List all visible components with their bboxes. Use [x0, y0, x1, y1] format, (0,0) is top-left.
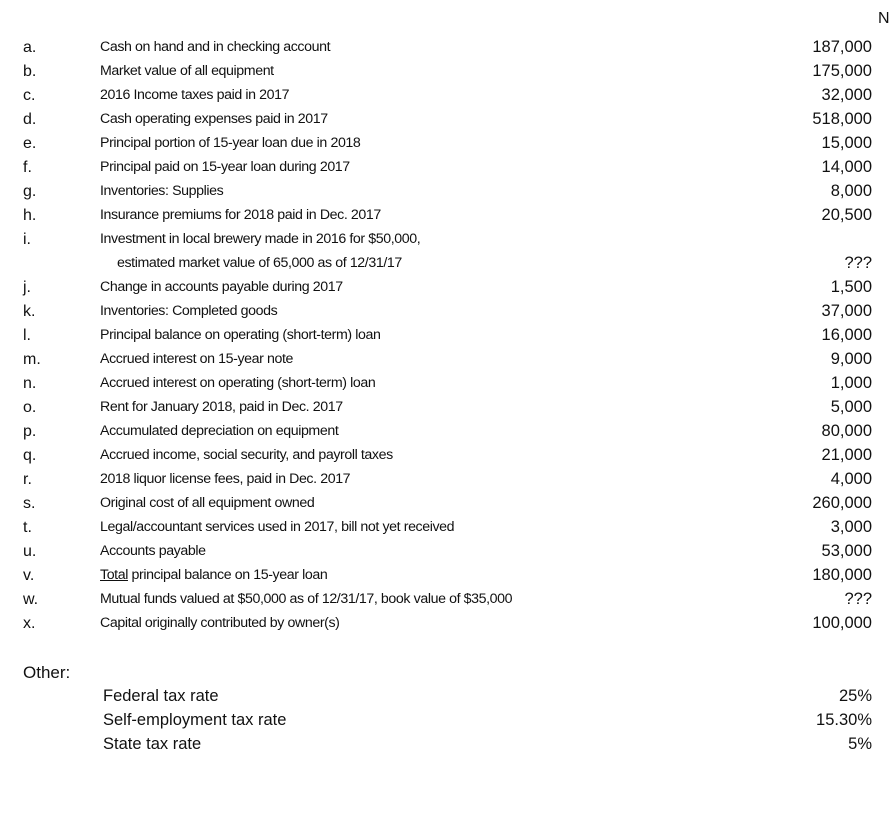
item-description: Principal portion of 15-year loan due in 2018	[100, 135, 361, 151]
item-letter: a.	[23, 39, 37, 56]
list-item	[0, 85, 890, 109]
list-item	[0, 421, 890, 445]
item-letter: i.	[23, 231, 31, 248]
item-letter: h.	[23, 207, 37, 224]
item-value: 32,000	[821, 86, 872, 104]
item-value: 37,000	[821, 302, 872, 320]
item-description: Inventories: Completed goods	[100, 303, 278, 319]
item-value: 180,000	[812, 566, 872, 584]
item-value: 100,000	[812, 614, 872, 632]
item-value: 175,000	[812, 62, 872, 80]
item-value: 9,000	[830, 350, 872, 368]
item-description: Cash operating expenses paid in 2017	[100, 111, 328, 127]
item-description: Original cost of all equipment owned	[100, 495, 315, 511]
item-description: Accrued interest on 15-year note	[100, 351, 294, 367]
list-item	[0, 397, 890, 421]
item-value: 8,000	[830, 182, 872, 200]
item-description: Accrued income, social security, and payroll taxes	[100, 447, 393, 463]
list-item	[0, 445, 890, 469]
tax-rate-label: Self-employment tax rate	[103, 711, 287, 729]
item-value: ???	[844, 254, 872, 272]
item-letter: e.	[23, 135, 37, 152]
list-item	[0, 253, 890, 277]
list-item	[0, 133, 890, 157]
item-value: 14,000	[821, 158, 872, 176]
tax-rate-value: 15.30%	[816, 711, 872, 729]
list-item	[0, 301, 890, 325]
item-description: Principal paid on 15-year loan during 2017	[100, 159, 350, 175]
item-letter: u.	[23, 543, 37, 560]
balance-items-list	[0, 37, 890, 637]
item-description: Accumulated depreciation on equipment	[100, 423, 339, 439]
list-item	[0, 541, 890, 565]
list-item	[0, 205, 890, 229]
item-letter: d.	[23, 111, 37, 128]
item-description: Legal/accountant services used in 2017, bill not yet received	[100, 519, 455, 535]
item-value: 1,500	[830, 278, 872, 296]
item-description: Principal balance on operating (short-term) loan	[100, 327, 381, 343]
list-item	[0, 229, 890, 253]
list-item	[0, 517, 890, 541]
corner-text: N	[878, 10, 890, 27]
item-description: Accounts payable	[100, 543, 206, 559]
list-item	[0, 109, 890, 133]
item-value: 1,000	[830, 374, 872, 392]
item-description: Change in accounts payable during 2017	[100, 279, 343, 295]
item-description	[100, 567, 327, 583]
item-description: Cash on hand and in checking account	[100, 39, 331, 55]
tax-rate-row	[0, 734, 890, 758]
item-letter: k.	[23, 303, 36, 320]
list-item	[0, 277, 890, 301]
item-letter: o.	[23, 399, 37, 416]
item-description: Investment in local brewery made in 2016 for $50,000,	[100, 231, 421, 247]
list-item	[0, 157, 890, 181]
item-letter: f.	[23, 159, 32, 176]
item-description-rest: principal balance on 15-year loan	[127, 567, 328, 583]
list-item	[0, 589, 890, 613]
item-value: 260,000	[812, 494, 872, 512]
item-value: 187,000	[812, 38, 872, 56]
item-description: Accrued interest on operating (short-term) loan	[100, 375, 376, 391]
item-value: 16,000	[821, 326, 872, 344]
item-value: 80,000	[821, 422, 872, 440]
list-item	[0, 373, 890, 397]
item-letter: m.	[23, 351, 41, 368]
item-value: 5,000	[830, 398, 872, 416]
item-letter: l.	[23, 327, 31, 344]
item-description: Rent for January 2018, paid in Dec. 2017	[100, 399, 343, 415]
list-item	[0, 493, 890, 517]
item-letter: c.	[23, 87, 36, 104]
list-item	[0, 37, 890, 61]
item-description: 2018 liquor license fees, paid in Dec. 2017	[100, 471, 351, 487]
item-description: Market value of all equipment	[100, 63, 274, 79]
item-letter: r.	[23, 471, 32, 488]
item-letter: j.	[23, 279, 31, 296]
item-letter: p.	[23, 423, 37, 440]
item-value: 518,000	[812, 110, 872, 128]
item-value: 15,000	[821, 134, 872, 152]
item-letter: q.	[23, 447, 37, 464]
item-value: ???	[844, 590, 872, 608]
item-letter: w.	[23, 591, 39, 608]
item-letter: s.	[23, 495, 36, 512]
tax-rate-label: Federal tax rate	[103, 687, 219, 705]
list-item	[0, 565, 890, 589]
item-value: 21,000	[821, 446, 872, 464]
tax-rate-row	[0, 710, 890, 734]
item-description-continued: estimated market value of 65,000 as of 12/31/17	[117, 255, 402, 271]
tax-rate-label: State tax rate	[103, 735, 202, 753]
list-item	[0, 349, 890, 373]
item-value: 3,000	[830, 518, 872, 536]
item-letter: v.	[23, 567, 35, 584]
item-description: Inventories: Supplies	[100, 183, 224, 199]
list-item	[0, 613, 890, 637]
item-description: Insurance premiums for 2018 paid in Dec. 2017	[100, 207, 381, 223]
list-item	[0, 61, 890, 85]
list-item	[0, 325, 890, 349]
item-description: 2016 Income taxes paid in 2017	[100, 87, 290, 103]
underlined-word: Total	[100, 567, 128, 583]
list-item	[0, 181, 890, 205]
item-value: 20,500	[821, 206, 872, 224]
other-heading: Other:	[23, 663, 71, 682]
item-description: Mutual funds valued at $50,000 as of 12/31/17, book value of $35,000	[100, 591, 513, 607]
item-description: Capital originally contributed by owner(s)	[100, 615, 340, 631]
item-letter: b.	[23, 63, 37, 80]
tax-rate-row	[0, 686, 890, 710]
list-item	[0, 469, 890, 493]
item-value: 4,000	[830, 470, 872, 488]
item-value: 53,000	[821, 542, 872, 560]
tax-rate-value: 25%	[838, 687, 872, 705]
tax-rates-list	[0, 686, 890, 758]
item-letter: x.	[23, 615, 36, 632]
item-letter: g.	[23, 183, 37, 200]
tax-rate-value: 5%	[848, 735, 872, 753]
item-letter: n.	[23, 375, 37, 392]
item-letter: t.	[23, 519, 32, 536]
